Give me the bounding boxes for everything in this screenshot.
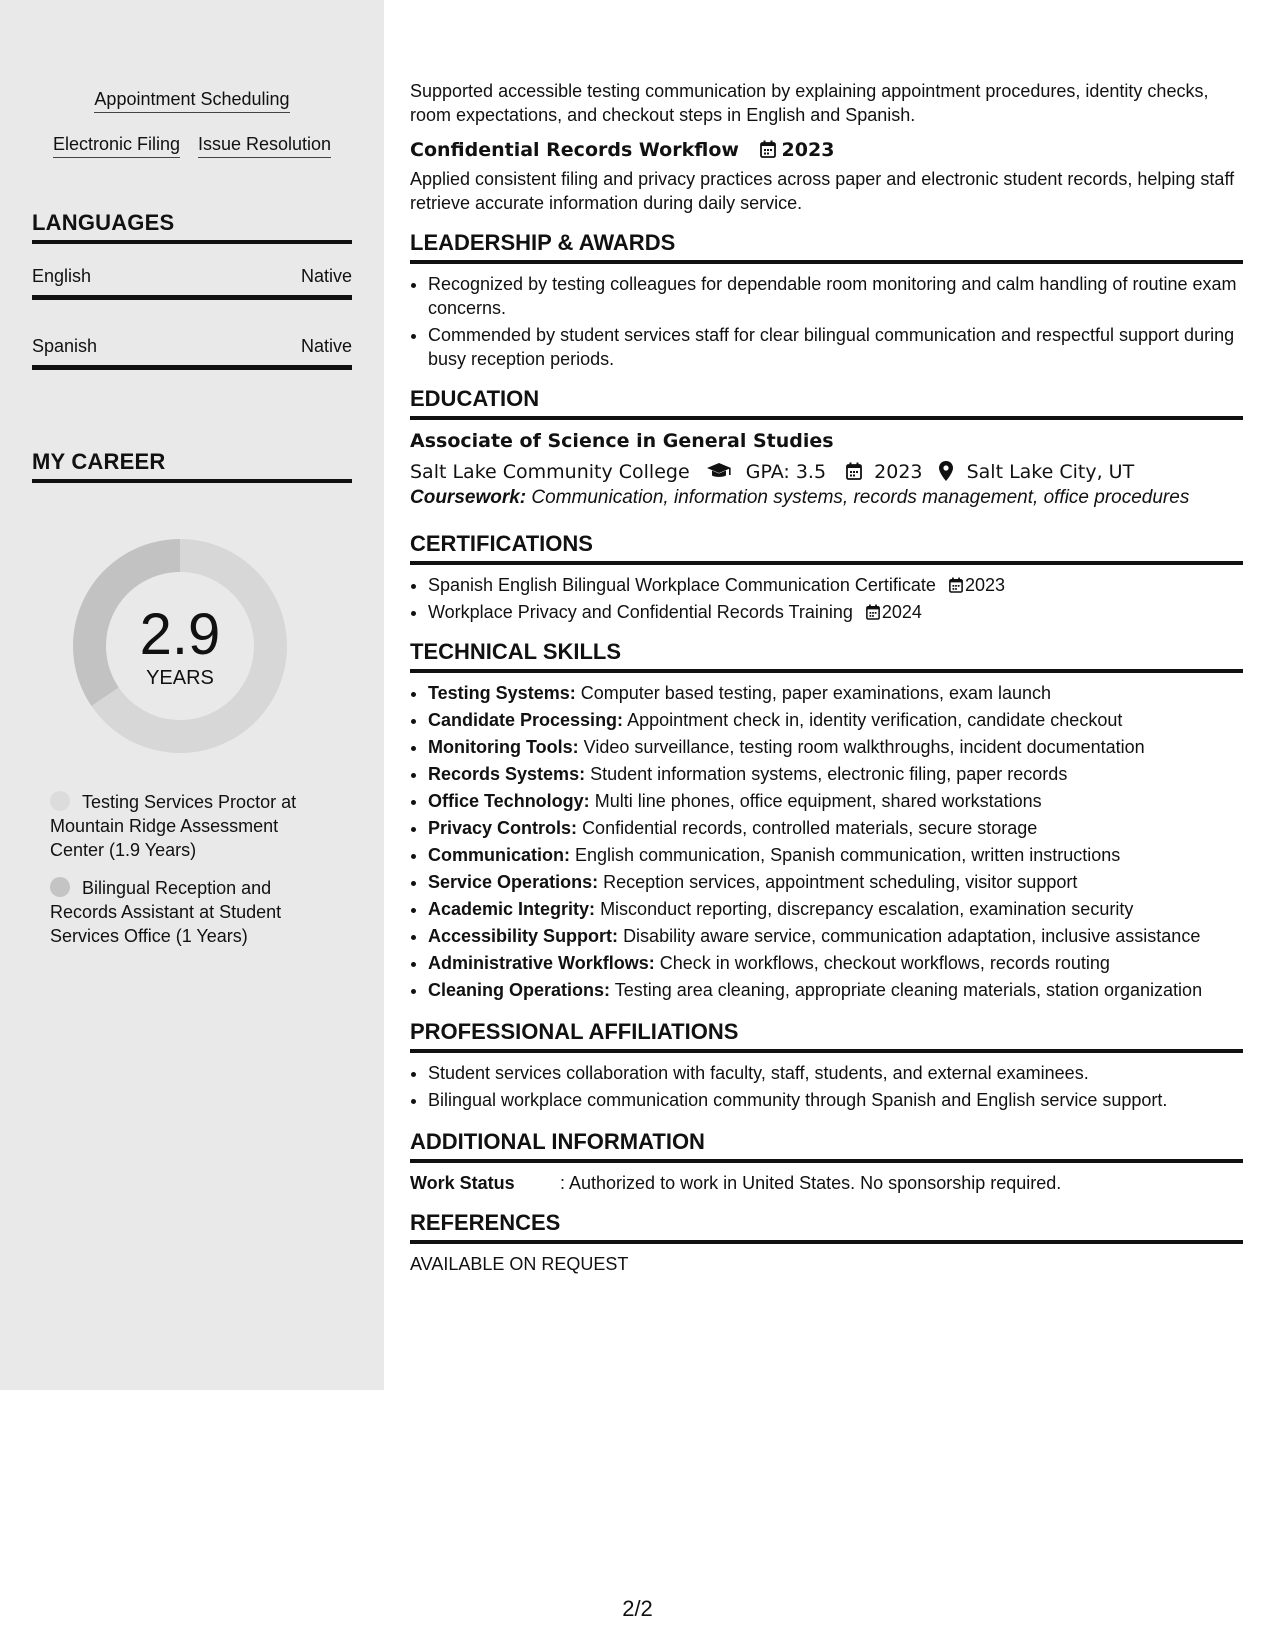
technical-skills-heading: TECHNICAL SKILLS bbox=[410, 638, 1243, 673]
affiliations-list bbox=[410, 1061, 1243, 1112]
references-text: AVAILABLE ON REQUEST bbox=[410, 1254, 629, 1274]
leadership-heading: LEADERSHIP & AWARDS bbox=[410, 229, 1243, 264]
degree-title: Associate of Science in General Studies bbox=[410, 430, 834, 452]
career-item bbox=[50, 790, 330, 862]
career-unit: YEARS bbox=[146, 667, 214, 689]
skill-values: Testing area cleaning, appropriate cleaning materials, station organization bbox=[614, 980, 1203, 1000]
coursework-text: Communication, information systems, records management, office procedures bbox=[531, 487, 1190, 508]
project-year: 2023 bbox=[781, 139, 835, 161]
career-total: 2.9 bbox=[139, 602, 221, 667]
language-level: Native bbox=[300, 266, 352, 286]
certification-year: 2023 bbox=[964, 575, 1005, 595]
career-heading: MY CAREER bbox=[32, 449, 352, 483]
skill-values: Video surveillance, testing room walkthroughs, incident documentation bbox=[583, 737, 1145, 757]
skill-values: Confidential records, controlled materials, secure storage bbox=[582, 818, 1038, 838]
skill-category: Records Systems: bbox=[428, 764, 586, 784]
skill-category: Cleaning Operations: bbox=[428, 980, 611, 1000]
skill-category: Accessibility Support: bbox=[428, 926, 619, 946]
language-level: Native bbox=[300, 336, 352, 356]
career-item-text: Bilingual Reception and Records Assistant at Student Services Office (1 Years) bbox=[50, 878, 282, 946]
skill-values: Disability aware service, communication adaptation, inclusive assistance bbox=[623, 926, 1201, 946]
career-donut-chart bbox=[66, 532, 294, 760]
work-status-label: Work Status bbox=[410, 1173, 515, 1193]
certifications-heading: CERTIFICATIONS bbox=[410, 530, 1243, 565]
skill-category: Monitoring Tools: bbox=[428, 737, 579, 757]
calendar-icon bbox=[949, 577, 963, 593]
additional-info-heading: ADDITIONAL INFORMATION bbox=[410, 1128, 1243, 1163]
skill-category: Administrative Workflows: bbox=[428, 953, 655, 973]
skill-tag: Electronic Filing bbox=[53, 133, 180, 158]
skill-tags-row-2 bbox=[32, 133, 352, 158]
project-title-row bbox=[410, 137, 1243, 163]
project-title: Confidential Records Workflow bbox=[410, 139, 739, 161]
list-item bbox=[428, 573, 1243, 597]
calendar-icon bbox=[866, 604, 880, 620]
technical-skill-item bbox=[428, 978, 1243, 1002]
skill-values: Student information systems, electronic filing, paper records bbox=[590, 764, 1068, 784]
list-item: • Commended by student services staff for clear bilingual communication and respectful support during busy reception periods. bbox=[428, 323, 1243, 371]
affiliations-heading: PROFESSIONAL AFFILIATIONS bbox=[410, 1018, 1243, 1053]
coursework bbox=[410, 486, 1243, 510]
career-item-text: Testing Services Proctor at Mountain Ridge Assessment Center (1.9 Years) bbox=[50, 792, 297, 860]
skill-values: Check in workflows, checkout workflows, records routing bbox=[659, 953, 1110, 973]
certification-name: Spanish English Bilingual Workplace Communication Certificate bbox=[428, 575, 936, 595]
language-name: English bbox=[32, 266, 92, 286]
technical-skill-item bbox=[428, 735, 1243, 759]
education-details bbox=[410, 458, 1243, 486]
technical-skill-item bbox=[428, 924, 1243, 948]
calendar-icon bbox=[760, 140, 776, 158]
work-status-row bbox=[410, 1171, 1243, 1195]
career-legend-dot bbox=[50, 791, 70, 811]
skill-category: Office Technology: bbox=[428, 791, 590, 811]
technical-skill-item bbox=[428, 708, 1243, 732]
education-location: Salt Lake City, UT bbox=[966, 461, 1135, 483]
location-pin-icon bbox=[939, 461, 953, 481]
list-item: • Bilingual workplace communication community through Spanish and English service support. bbox=[428, 1088, 1243, 1112]
leadership-list bbox=[410, 272, 1243, 371]
technical-skills-list bbox=[410, 681, 1243, 1002]
list-item: • Recognized by testing colleagues for dependable room monitoring and calm handling of routine exam concerns. bbox=[428, 272, 1243, 320]
skill-category: Communication: bbox=[428, 845, 570, 865]
skill-values: Appointment check in, identity verification, candidate checkout bbox=[627, 710, 1123, 730]
career-list bbox=[50, 790, 330, 962]
list-item bbox=[428, 600, 1243, 624]
list-item: • Student services collaboration with faculty, staff, students, and external examinees. bbox=[428, 1061, 1243, 1085]
skill-values: Multi line phones, office equipment, shared workstations bbox=[594, 791, 1042, 811]
skill-tag: Appointment Scheduling bbox=[94, 88, 289, 113]
skill-values: English communication, Spanish communication, written instructions bbox=[575, 845, 1121, 865]
skill-category: Service Operations: bbox=[428, 872, 599, 892]
certification-year: 2024 bbox=[881, 602, 922, 622]
project-description: Applied consistent filing and privacy practices across paper and electronic student records, helping staff retrieve accurate information during daily service. bbox=[410, 169, 1235, 213]
language-row bbox=[32, 266, 352, 300]
education-heading: EDUCATION bbox=[410, 385, 1243, 420]
skill-category: Testing Systems: bbox=[428, 683, 576, 703]
education-year: 2023 bbox=[874, 461, 923, 483]
skill-values: Misconduct reporting, discrepancy escalation, examination security bbox=[600, 899, 1134, 919]
work-status-value: : Authorized to work in United States. No sponsorship required. bbox=[560, 1173, 1062, 1193]
languages-heading: LANGUAGES bbox=[32, 210, 352, 244]
project-date bbox=[756, 139, 835, 161]
technical-skill-item bbox=[428, 816, 1243, 840]
career-item bbox=[50, 876, 330, 948]
language-row bbox=[32, 336, 352, 370]
technical-skill-item bbox=[428, 681, 1243, 705]
technical-skill-item bbox=[428, 870, 1243, 894]
skill-category: Candidate Processing: bbox=[428, 710, 624, 730]
references-heading: REFERENCES bbox=[410, 1209, 1243, 1244]
skill-tag: Issue Resolution bbox=[198, 133, 331, 158]
sidebar bbox=[0, 0, 384, 1390]
coursework-label: Coursework: bbox=[410, 487, 527, 508]
intro-paragraph: Supported accessible testing communication by explaining appointment procedures, identity checks, room expectations, and checkout steps in English and Spanish. bbox=[410, 81, 1209, 125]
technical-skill-item bbox=[428, 762, 1243, 786]
technical-skill-item bbox=[428, 951, 1243, 975]
certifications-list bbox=[410, 573, 1243, 624]
graduation-cap-icon bbox=[706, 462, 732, 480]
skill-values: Reception services, appointment scheduling, visitor support bbox=[603, 872, 1078, 892]
technical-skill-item bbox=[428, 843, 1243, 867]
language-name: Spanish bbox=[32, 336, 98, 356]
main-content bbox=[410, 0, 1243, 1276]
calendar-icon bbox=[846, 462, 862, 480]
skill-category: Academic Integrity: bbox=[428, 899, 596, 919]
gpa: GPA: 3.5 bbox=[745, 461, 827, 483]
technical-skill-item bbox=[428, 897, 1243, 921]
technical-skill-item bbox=[428, 789, 1243, 813]
career-legend-dot bbox=[50, 877, 70, 897]
school-name: Salt Lake Community College bbox=[410, 461, 690, 483]
skill-tags-row-1 bbox=[32, 88, 352, 113]
page-number: 2/2 bbox=[622, 1596, 653, 1621]
certification-name: Workplace Privacy and Confidential Records Training bbox=[428, 602, 853, 622]
skill-values: Computer based testing, paper examinations, exam launch bbox=[580, 683, 1052, 703]
skill-category: Privacy Controls: bbox=[428, 818, 578, 838]
